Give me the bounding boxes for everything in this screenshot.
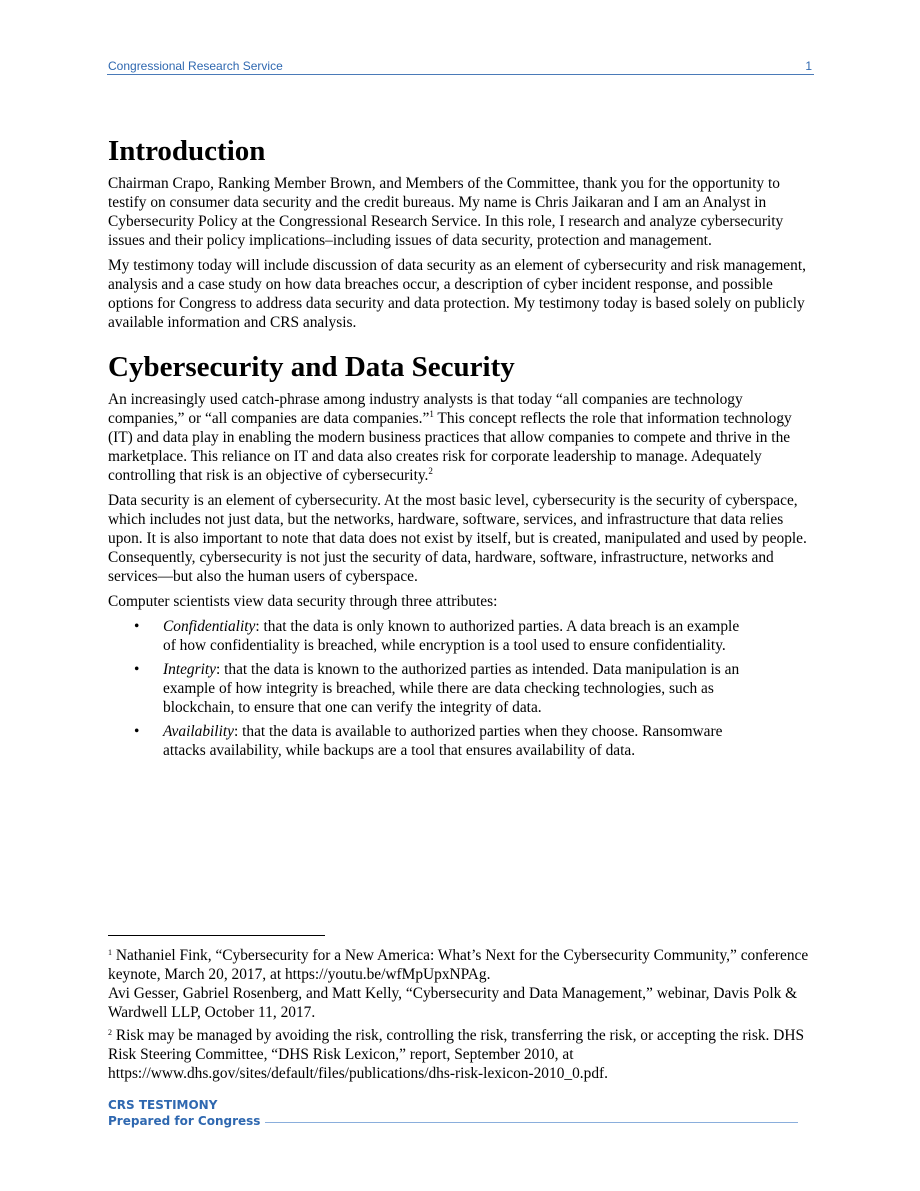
cyber-paragraph-2: Data security is an element of cybersecurity. At the most basic level, cybersecurity is the security of cyberspace, which includes not just data, but the networks, hardware, software, services, and infrastructure that data relies upon. It is also important to note that data does not exist by itself, but is created, manipulated and used by people. Consequently, cybersecurity is not just the security of data, hardware, software, infrastructure, networks and services—but also the human users of cyberspace.	[108, 492, 807, 585]
section-heading-cybersecurity: Cybersecurity and Data Security	[108, 351, 515, 383]
footnote-1-text: Nathaniel Fink, “Cybersecurity for a New America: What’s Next for the Cybersecurity Community,” conference keynote, March 20, 2017, at https://youtu.be/wfMpUpxNPAg.	[108, 947, 809, 983]
footnote-ref-1: 1	[429, 409, 434, 419]
definition-availability: : that the data is available to authorized parties when they choose. Ransomware attacks availability, while backups are a tool that ensures availability of data.	[163, 723, 723, 759]
cyber-paragraph-3: Computer scientists view data security through three attributes:	[108, 593, 498, 610]
footnotes	[108, 946, 810, 1087]
bullet-marker: •	[134, 661, 140, 678]
footnote-separator	[108, 935, 325, 936]
list-item-confidentiality	[108, 617, 743, 655]
footnote-2-text: Risk may be managed by avoiding the risk, controlling the risk, transferring the risk, or accepting the risk. DHS Risk Steering Committee, “DHS Risk Lexicon,” report, September 2010, at https://www.dhs.gov/sites/default/files/publications/dhs-risk-lexicon-2010_0.pdf.	[108, 1027, 804, 1082]
definition-confidentiality: : that the data is only known to authorized parties. A data breach is an example of how confidentiality is breached, while encryption is a tool used to ensure confidentiality.	[163, 618, 740, 654]
term-confidentiality: Confidentiality	[163, 618, 256, 635]
footnote-1	[108, 946, 810, 1022]
page-number: 1	[805, 59, 812, 73]
list-item-integrity	[108, 660, 743, 717]
footnote-1-continued: Avi Gesser, Gabriel Rosenberg, and Matt Kelly, “Cybersecurity and Data Management,” webinar, Davis Polk & Wardwell LLP, October 11, 2017.	[108, 985, 798, 1021]
term-availability: Availability	[163, 723, 234, 740]
running-header	[107, 58, 814, 75]
footnote-2	[108, 1026, 810, 1083]
intro-paragraph-2: My testimony today will include discussion of data security as an element of cybersecurity and risk management, analysis and a case study on how data breaches occur, a description of cyber incident response, and possible options for Congress to address data security and data protection. My testimony today is based solely on publicly available information and CRS analysis.	[108, 257, 806, 331]
list-item-availability	[108, 722, 743, 760]
bullet-marker: •	[134, 618, 140, 635]
header-source: Congressional Research Service	[108, 59, 283, 73]
page-body	[108, 134, 812, 765]
footnote-ref-2: 2	[428, 466, 433, 476]
footnote-number-2: 2	[108, 1028, 112, 1037]
cyber-paragraph-1-a: An increasingly used catch-phrase among industry analysts is that today “all companies are technology companies,” or “all companies are data companies.”	[108, 391, 743, 427]
footer-title: CRS TESTIMONY	[108, 1098, 218, 1112]
page-footer	[108, 1097, 798, 1129]
footnote-number-1: 1	[108, 948, 112, 957]
definition-integrity: : that the data is known to the authorized parties as intended. Data manipulation is an example of how integrity is breached, while there are data checking technologies, such as blockchain, to ensure that one can verify the integrity of data.	[163, 661, 740, 716]
data-security-attributes-list	[108, 617, 812, 760]
footer-subtitle-row	[108, 1113, 798, 1129]
section-heading-introduction: Introduction	[108, 135, 266, 167]
footer-rule	[265, 1122, 798, 1123]
cyber-paragraph-1	[108, 390, 812, 485]
term-integrity: Integrity	[163, 661, 216, 678]
bullet-marker: •	[134, 723, 140, 740]
intro-paragraph-1: Chairman Crapo, Ranking Member Brown, and Members of the Committee, thank you for the opportunity to testify on consumer data security and the credit bureaus. My name is Chris Jaikaran and I am an Analyst in Cybersecurity Policy at the Congressional Research Service. In this role, I research and analyze cybersecurity issues and their policy implications–including issues of data security, protection and management.	[108, 175, 784, 249]
cyber-paragraph-1-b: This concept reflects the role that information technology (IT) and data play in enabling the modern business practices that allow companies to compete and thrive in the marketplace. This reliance on IT and data also creates risk for corporate leadership to manage. Adequately controlling that risk is an objective of cybersecurity.	[108, 410, 792, 484]
footer-subtitle: Prepared for Congress	[108, 1114, 261, 1128]
